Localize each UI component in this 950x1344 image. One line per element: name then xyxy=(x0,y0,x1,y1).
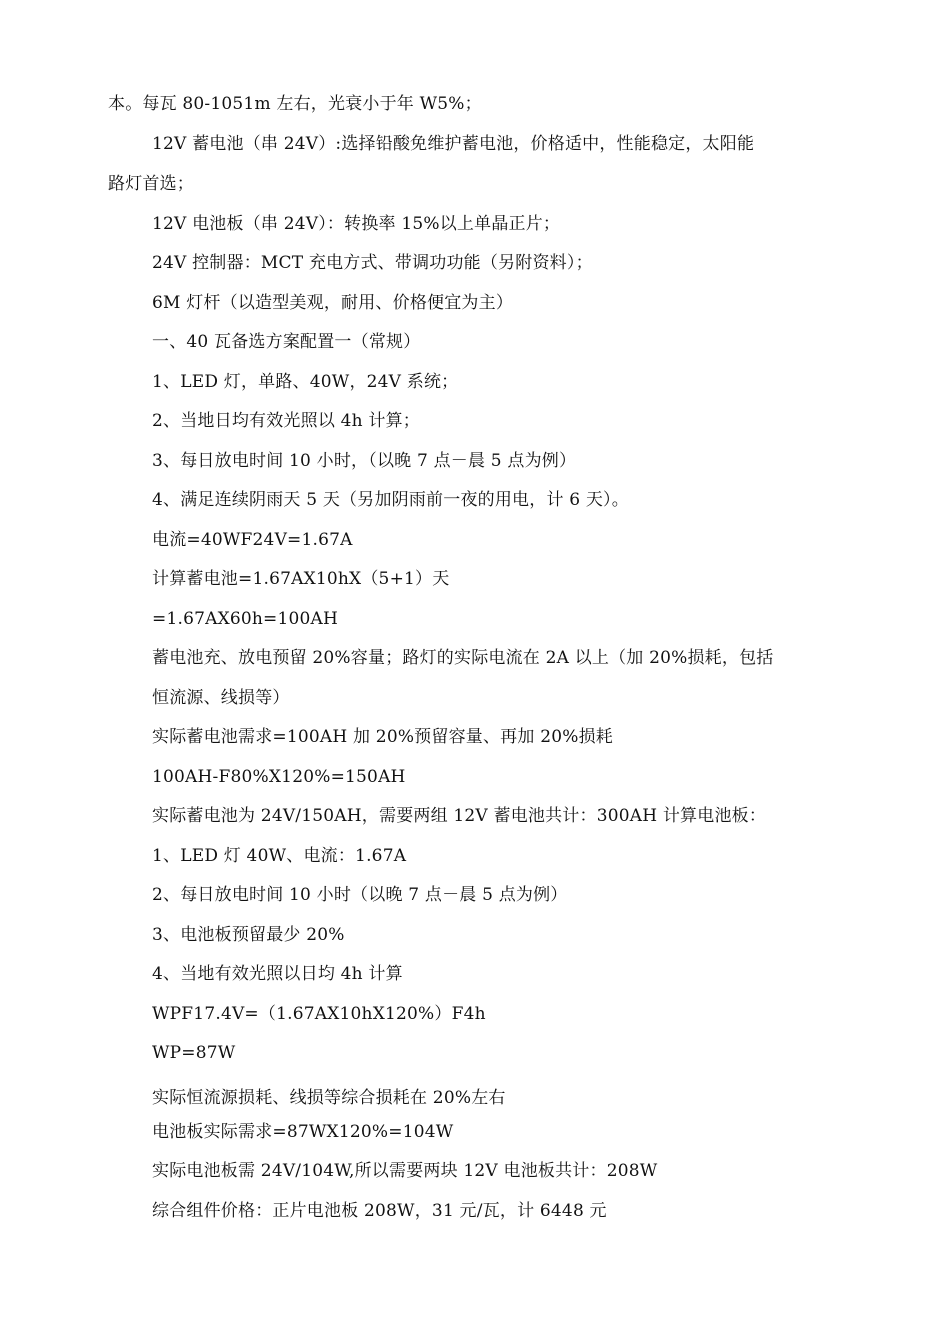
text-line-26: 实际恒流源损耗、线损等综合损耗在 20%左右 xyxy=(152,1088,506,1108)
text-line-1: 本。每瓦 80-1051m 左右，光衰小于年 W5%； xyxy=(108,94,482,114)
text-line-11: 4、满足连续阴雨天 5 天（另加阴雨前一夜的用电，计 6 天）。 xyxy=(152,490,629,510)
text-line-28: 实际电池板需 24V/104W,所以需要两块 12V 电池板共计：208W xyxy=(152,1161,658,1181)
text-line-16: 恒流源、线损等） xyxy=(152,688,290,708)
text-line-17: 实际蓄电池需求=100AH 加 20%预留容量、再加 20%损耗 xyxy=(152,727,613,747)
text-line-19: 实际蓄电池为 24V/150AH，需要两组 12V 蓄电池共计：300AH 计算电池板： xyxy=(152,806,767,826)
text-line-9: 2、当地日均有效光照以 4h 计算； xyxy=(152,411,420,431)
text-line-27: 电池板实际需求=87WX120%=104W xyxy=(152,1122,454,1142)
text-line-5: 24V 控制器：MCT 充电方式、带调功功能（另附资料）； xyxy=(152,253,593,273)
text-line-12: 电流=40WF24V=1.67A xyxy=(152,530,353,550)
text-line-21: 2、每日放电时间 10 小时（以晚 7 点－晨 5 点为例） xyxy=(152,885,568,905)
text-line-29: 综合组件价格：正片电池板 208W，31 元/瓦，计 6448 元 xyxy=(152,1201,607,1221)
text-line-4: 12V 电池板（串 24V）：转换率 15%以上单晶正片； xyxy=(152,214,561,234)
text-line-22: 3、电池板预留最少 20% xyxy=(152,925,345,945)
text-line-23: 4、当地有效光照以日均 4h 计算 xyxy=(152,964,403,984)
text-line-14: =1.67AX60h=100AH xyxy=(152,609,339,629)
text-line-8: 1、LED 灯，单路、40W，24V 系统； xyxy=(152,372,459,392)
text-line-3: 路灯首选； xyxy=(108,174,194,194)
text-line-13: 计算蓄电池=1.67AX10hX（5+1）天 xyxy=(152,569,450,589)
text-line-10: 3、每日放电时间 10 小时，（以晚 7 点－晨 5 点为例） xyxy=(152,451,577,471)
text-line-6: 6M 灯杆（以造型美观，耐用、价格便宜为主） xyxy=(152,293,514,313)
text-line-24: WPF17.4V=（1.67AX10hX120%）F4h xyxy=(152,1004,486,1024)
text-line-20: 1、LED 灯 40W、电流：1.67A xyxy=(152,846,407,866)
text-line-18: 100AH-F80%X120%=150AH xyxy=(152,767,406,787)
text-line-15: 蓄电池充、放电预留 20%容量；路灯的实际电流在 2A 以上（加 20%损耗，包括 xyxy=(152,648,774,668)
text-line-2: 12V 蓄电池（串 24V）:选择铅酸免维护蓄电池，价格适中，性能稳定，太阳能 xyxy=(152,134,755,154)
text-line-7: 一、40 瓦备选方案配置一（常规） xyxy=(152,332,421,352)
text-line-25: WP=87W xyxy=(152,1043,236,1063)
